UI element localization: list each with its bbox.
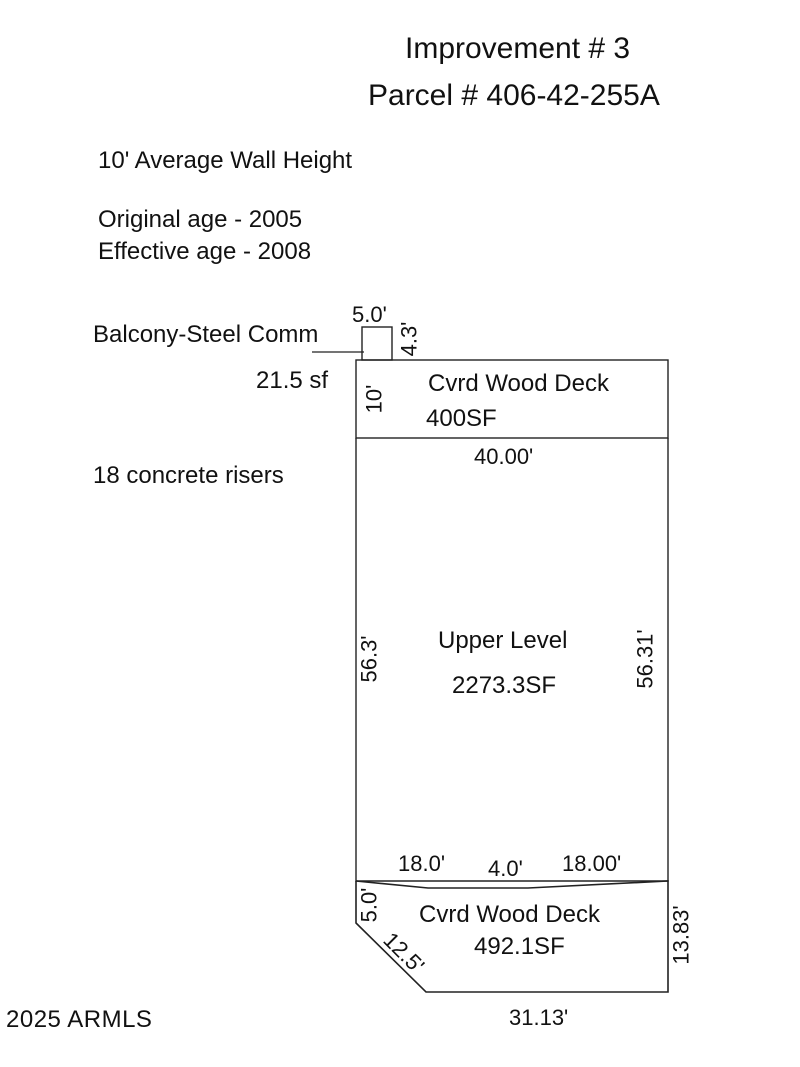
top-deck-width-dim: 40.00' [474, 444, 534, 469]
upper-level-label: Upper Level [438, 627, 568, 654]
top-deck-depth-dim: 10' [361, 384, 387, 414]
copyright-text: 2025 ARMLS [6, 1006, 153, 1033]
balcony-depth-dim: 4.3' [396, 321, 422, 357]
upper-level-right-dim: 56.31' [632, 629, 658, 689]
upper-level-outline [356, 438, 668, 881]
upper-level-seg-left-dim: 18.0' [398, 851, 446, 876]
balcony-width-dim: 5.0' [352, 302, 387, 327]
upper-level-area: 2273.3SF [452, 672, 557, 699]
parcel-title: Parcel # 406-42-255A [368, 79, 660, 112]
balcony-outline [362, 327, 392, 360]
bottom-deck-label: Cvrd Wood Deck [419, 901, 600, 928]
balcony-area: 21.5 sf [256, 367, 329, 394]
effective-age-note: Effective age - 2008 [98, 238, 312, 265]
top-deck-label: Cvrd Wood Deck [428, 370, 609, 397]
risers-note: 18 concrete risers [93, 462, 284, 489]
bottom-deck-left-dim: 5.0' [356, 887, 382, 923]
balcony-label: Balcony-Steel Comm [93, 321, 319, 348]
top-deck-area: 400SF [426, 405, 497, 432]
bottom-deck-area: 492.1SF [474, 933, 565, 960]
upper-level-seg-mid-dim: 4.0' [488, 856, 523, 881]
bottom-deck-diagonal-dim: 12.5' [378, 927, 430, 979]
upper-level-left-dim: 56.3' [356, 635, 382, 683]
wall-height-note: 10' Average Wall Height [98, 147, 353, 174]
bottom-deck-right-dim: 13.83' [668, 905, 694, 965]
original-age-note: Original age - 2005 [98, 206, 303, 233]
bottom-deck-bottom-dim: 31.13' [509, 1005, 569, 1030]
upper-level-seg-right-dim: 18.00' [562, 851, 622, 876]
improvement-title: Improvement # 3 [405, 32, 631, 65]
